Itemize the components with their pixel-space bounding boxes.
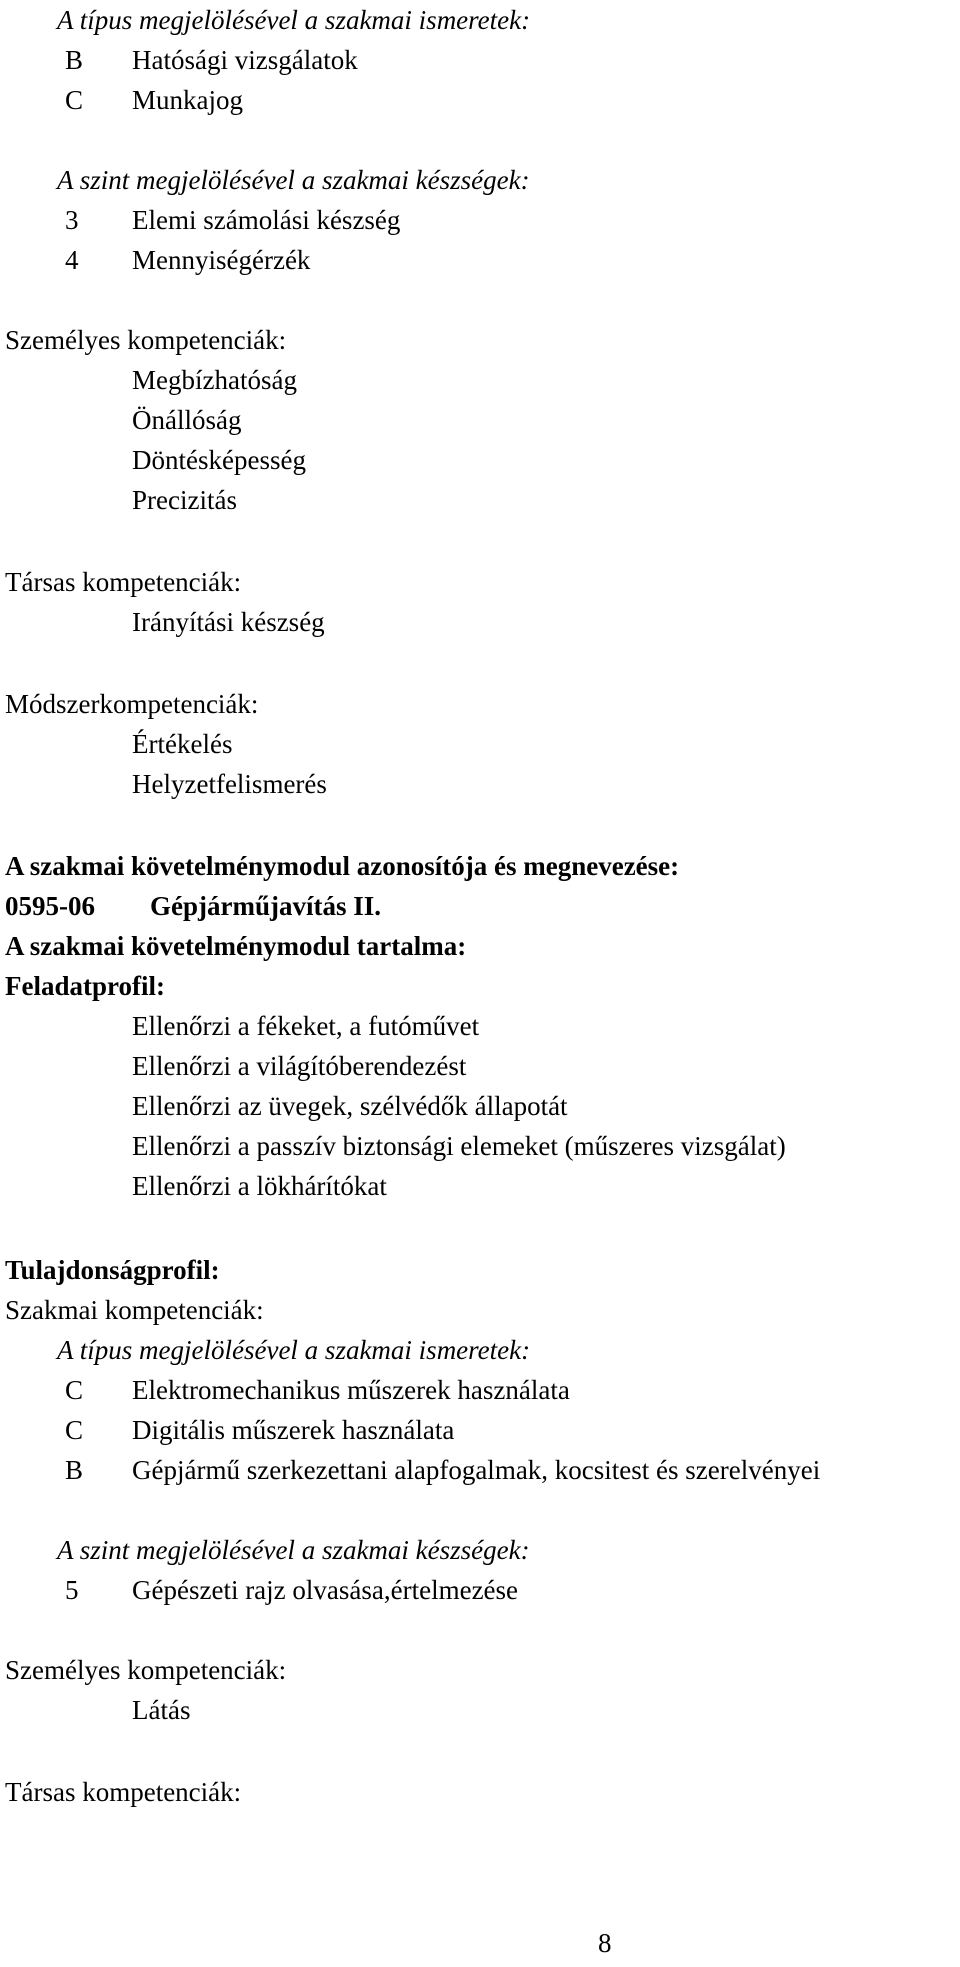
list-item: Értékelés <box>132 729 233 759</box>
task-item: Ellenőrzi a fékeket, a futóművet <box>132 1011 480 1041</box>
module-id-heading: A szakmai követelménymodul azonosítója és megnevezése: <box>5 851 680 881</box>
content-heading: A szakmai követelménymodul tartalma: <box>5 931 467 961</box>
item-text: Digitális műszerek használata <box>132 1415 455 1445</box>
skills-heading: A szint megjelölésével a szakmai készségek: <box>57 1535 530 1565</box>
social-heading: Társas kompetenciák: <box>5 1777 242 1807</box>
task-item: Ellenőrzi a világítóberendezést <box>132 1051 467 1081</box>
item-text: Gépjármű szerkezettani alapfogalmak, kocsitest és szerelvényei <box>132 1455 821 1485</box>
item-text: Elektromechanikus műszerek használata <box>132 1375 570 1405</box>
list-item: Helyzetfelismerés <box>132 769 327 799</box>
list-item: Döntésképesség <box>132 445 306 475</box>
module-name: Gépjárműjavítás II. <box>150 891 381 921</box>
knowledge-heading: A típus megjelölésével a szakmai ismeretek: <box>57 5 531 35</box>
module-title <box>5 886 381 926</box>
page-number: 8 <box>598 1928 612 1958</box>
personal-heading: Személyes kompetenciák: <box>5 1655 287 1685</box>
task-profile-heading: Feladatprofil: <box>5 971 165 1001</box>
property-profile-heading: Tulajdonságprofil: <box>5 1255 220 1285</box>
list-item: Megbízhatóság <box>132 365 297 395</box>
task-item: Ellenőrzi az üvegek, szélvédők állapotát <box>132 1091 568 1121</box>
method-heading: Módszerkompetenciák: <box>5 689 259 719</box>
item-text: Mennyiségérzék <box>132 245 311 275</box>
list-item: Látás <box>132 1695 191 1725</box>
item-text: Munkajog <box>132 85 243 115</box>
item-text: Hatósági vizsgálatok <box>132 45 358 75</box>
professional-heading: Szakmai kompetenciák: <box>5 1295 264 1325</box>
skills-heading: A szint megjelölésével a szakmai készségek: <box>57 165 530 195</box>
social-heading: Társas kompetenciák: <box>5 567 242 597</box>
item-text: Gépészeti rajz olvasása,értelmezése <box>132 1575 519 1605</box>
task-item: Ellenőrzi a lökhárítókat <box>132 1171 387 1201</box>
knowledge-heading: A típus megjelölésével a szakmai ismeretek: <box>57 1335 531 1365</box>
task-item: Ellenőrzi a passzív biztonsági elemeket (műszeres vizsgálat) <box>132 1131 786 1161</box>
personal-heading: Személyes kompetenciák: <box>5 325 287 355</box>
list-item: Irányítási készség <box>132 607 325 637</box>
list-item: Önállóság <box>132 405 242 435</box>
list-item: Precizitás <box>132 485 237 515</box>
module-code: 0595-06 <box>5 891 95 921</box>
item-text: Elemi számolási készség <box>132 205 401 235</box>
